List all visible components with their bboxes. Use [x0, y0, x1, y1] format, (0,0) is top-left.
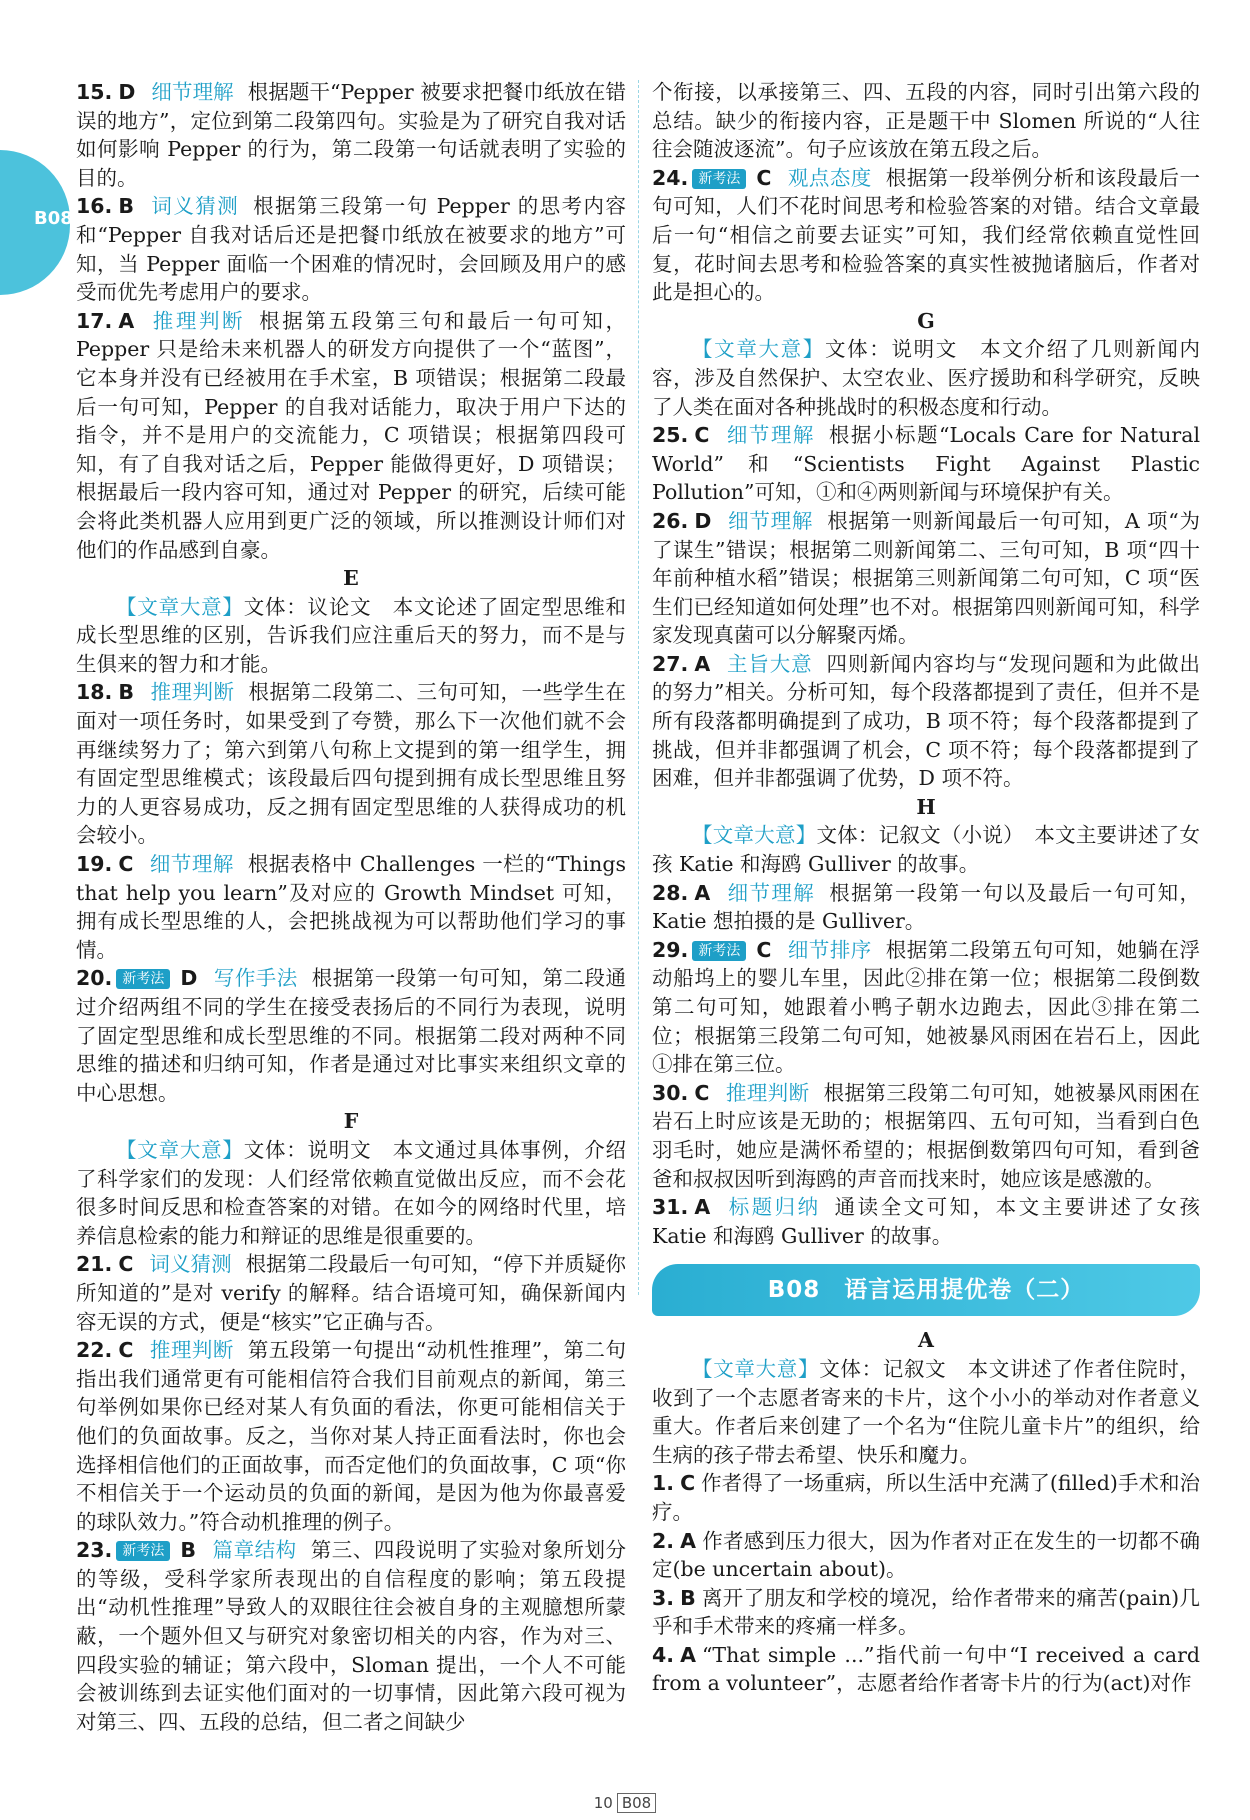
answer-item [652, 507, 1200, 650]
question-type: 词义猜测 [149, 194, 240, 219]
question-type: 细节理解 [725, 423, 815, 448]
answer-letter: C [118, 852, 134, 877]
explanation-text: 根据第一段第一句以及最后一句可知，Katie 想拍摄的是 Gulliver。 [652, 880, 1201, 934]
explanation-text: 离开了朋友和学校的境况，给作者带来的痛苦(pain)几乎和手术带来的疼痛一样多。 [652, 1585, 1200, 1639]
answer-letter: C [694, 423, 710, 448]
answer-item [652, 1079, 1200, 1193]
explanation-text: 根据第一段第一句可知，第二段通过介绍两组不同的学生在接受表扬后的不同行为表现，说明了固定型思维和成长型思维的不同。根据第二段对两种不同思维的描述和归纳可知，作者是通过对比事实来组织文章的中心思想。 [76, 966, 626, 1105]
explanation-text: 根据第二段第二、三句可知，一些学生在面对一项任务时，如果受到了夸赞，那么下一次他们就不会再继续努力了；第六到第八句称上文提到的第一组学生，拥有固定型思维模式；该段最后四句提到拥有成长型思维且努力的人更容易成功，反之拥有固定型思维的人获得成功的机会较小。 [76, 680, 627, 848]
answer-item [76, 78, 626, 192]
summary-tag: 【文章大意】 [116, 594, 244, 619]
article-summary [652, 335, 1200, 421]
answer-letter: A [694, 1195, 711, 1220]
answer-letter: D [118, 80, 136, 104]
question-type: 词义猜测 [149, 1252, 232, 1277]
question-number: 19. [76, 852, 113, 877]
explanation-text: 根据第五段第三句和最后一句可知，Pepper 只是给未来机器人的研发方向提供了一个“蓝图”，它本身并没有已经被用在手术室，B 项错误；根据第二段最后一句可知，Pepper 的自我对话能力，取决于用户下达的指令，并不是用户的交流能力，C 项错误；根据第四段可知，有了自我对话之后，Pepper 能做得更好，D 项错误；根据最后一段内容可知，通过对 Pepper 的研究，后续可能会将此类机器人应用到更广泛的领域，所以推测设计师们对他们的作品感到自豪。 [76, 308, 627, 562]
summary-text: 本文主要讲述了女孩 Katie 和海鸥 Gulliver 的故事。 [652, 823, 1201, 877]
question-type: 细节理解 [149, 852, 234, 877]
explanation-text: “That simple ...”指代前一句中“I received a card from a volunteer”，志愿者给作者寄卡片的行为(act)对作 [652, 1642, 1200, 1696]
answer-item [76, 192, 626, 306]
explanation-text: 根据第二段第五句可知，她躺在浮动船坞上的婴儿车里，因此②排在第一位；根据第二段倒数第二句可知，她跟着小鸭子朝水边跑去，因此③排在第二位；根据第三段第二句可知，她被暴风雨困在岩石上，因此①排在第三位。 [652, 937, 1201, 1077]
answer-letter: C [118, 1338, 134, 1363]
question-number: 29. [652, 937, 689, 962]
new-method-badge: 新考法 [116, 1541, 170, 1561]
question-number: 27. [652, 651, 689, 676]
question-number: 1. [652, 1471, 675, 1496]
question-number: 4. [652, 1642, 675, 1667]
answer-item [652, 1527, 1200, 1584]
answer-item [76, 850, 626, 964]
answer-letter: B [118, 194, 134, 219]
question-number: 17. [76, 308, 113, 333]
question-type: 标题归纳 [726, 1195, 821, 1220]
question-type: 推理判断 [149, 680, 235, 705]
answer-letter: A [694, 880, 711, 905]
explanation-text: 根据小标题“Locals Care for Natural World”和“Scientists Fight Against Plastic Pollution”可知，①和④两则新闻与环境保护有关。 [652, 423, 1200, 505]
summary-tag: 【文章大意】 [692, 1356, 820, 1381]
column-divider [638, 80, 639, 1295]
side-tab-label: B08 [34, 208, 73, 229]
answer-item [76, 1536, 626, 1736]
question-number: 26. [652, 508, 689, 533]
answer-letter: B [180, 1538, 196, 1563]
right-column [652, 78, 1200, 1698]
summary-text: 本文讲述了作者住院时，收到了一个志愿者寄来的卡片，这个小小的举动对作者意义重大。作者后来创建了一个名为“住院儿童卡片”的组织，给生病的孩子带去希望、快乐和魔力。 [652, 1356, 1201, 1467]
summary-text: 本文介绍了几则新闻内容，涉及自然保护、太空农业、医疗援助和科学研究，反映了人类在面对各种挑战时的积极态度和行动。 [652, 337, 1201, 419]
question-number: 25. [652, 423, 689, 448]
explanation-text: 通读全文可知，本文主要讲述了女孩 Katie 和海鸥 Gulliver 的故事。 [652, 1195, 1201, 1248]
summary-tag: 【文章大意】 [692, 823, 817, 848]
explanation-text: 根据第三段第一句 Pepper 的思考内容和“Pepper 自我对话后还是把餐巾纸放在被要求的地方”可知，当 Pepper 面临一个困难的情况时，会回顾及用户的感受而优先考虑用户的要求。 [76, 194, 626, 305]
answer-letter: B [680, 1585, 696, 1610]
article-summary [652, 1355, 1200, 1469]
page-number: 10 [593, 1794, 613, 1812]
question-type: 篇章结构 [211, 1538, 297, 1563]
answer-letter: B [118, 680, 134, 705]
answer-item [652, 1584, 1200, 1641]
question-type: 推理判断 [149, 1338, 234, 1363]
explanation-text: 作者感到压力很大，因为作者对正在发生的一切都不确定(be uncertain about)。 [652, 1528, 1200, 1582]
answer-item [652, 1641, 1200, 1698]
question-number: 15. [76, 80, 113, 104]
article-summary [76, 1136, 626, 1250]
answer-letter: D [694, 508, 712, 533]
genre-label: 文体：说明文 [824, 337, 958, 362]
answer-item [76, 307, 626, 564]
paragraph: 个衔接，以承接第三、四、五段的内容，同时引出第六段的总结。缺少的衔接内容，正是题干中 Slomen 所说的“人往往会随波逐流”。句子应该放在第五段之后。 [652, 80, 1200, 162]
page-code: B08 [617, 1793, 656, 1813]
explanation-text: 第五段第一句提出“动机性推理”，第二句指出我们通常更有可能相信符合我们目前观点的新闻，第三句举例如果你已经对某人有负面的看法，你更可能相信关于他们的负面故事。反之，当你对某人持正面看法时，你也会选择相信他们的正面故事，而否定他们的负面故事，C 项“你不相信关于一个运动员的负面的新闻，是因为他为你最喜爱的球队效力。”符合动机推理的例子。 [76, 1338, 627, 1534]
genre-label: 文体：记叙文 [819, 1356, 947, 1381]
question-type: 推理判断 [725, 1080, 810, 1105]
answer-letter: C [756, 937, 772, 962]
genre-label: 文体：记叙文（小说） [816, 823, 1014, 848]
question-type: 写作手法 [213, 966, 298, 991]
summary-tag: 【文章大意】 [116, 1137, 244, 1162]
article-summary [652, 821, 1200, 878]
answer-letter: C [118, 1252, 134, 1277]
question-number: 28. [652, 880, 689, 905]
explanation-text: 根据第三段第二句可知，她被暴风雨困在岩石上时应该是无助的；根据第四、五句可知，当看到白色羽毛时，她应是满怀希望的；根据倒数第四句可知，看到爸爸和叔叔因听到海鸥的声音而找来时，她应该是感激的。 [652, 1080, 1200, 1191]
question-type: 细节排序 [787, 937, 872, 962]
answer-letter: C [694, 1080, 710, 1105]
question-number: 3. [652, 1585, 675, 1610]
answer-letter: C [680, 1471, 696, 1496]
explanation-text: 根据第一段举例分析和该段最后一句可知，人们不花时间思考和检验答案的对错。结合文章最后一句“相信之前要去证实”可知，我们经常依赖直觉性回复，花时间去思考和检验答案的真实性被抛诸脑后，作者对此是担心的。 [652, 165, 1201, 305]
question-type: 主旨大意 [726, 651, 813, 676]
page-footer [0, 1793, 1250, 1813]
answer-letter: A [680, 1528, 696, 1553]
summary-text: 本文论述了固定型思维和成长型思维的区别，告诉我们应注重后天的努力，而不是与生俱来的智力和才能。 [76, 594, 627, 676]
answer-item [652, 650, 1200, 793]
answer-item [652, 1193, 1200, 1250]
answer-letter: A [118, 308, 135, 333]
question-number: 23. [76, 1538, 113, 1563]
question-number: 16. [76, 194, 113, 219]
question-type: 细节理解 [726, 880, 816, 905]
answer-item [76, 964, 626, 1107]
article-summary [76, 593, 626, 679]
section-letter: G [917, 308, 935, 333]
explanation-text: 作者得了一场重病，所以生活中充满了(filled)手术和治疗。 [652, 1471, 1200, 1524]
answer-letter: C [756, 165, 772, 190]
question-type: 推理判断 [150, 308, 246, 333]
answer-letter: A [680, 1642, 696, 1667]
answer-item [76, 678, 626, 850]
answer-item [652, 421, 1200, 507]
question-type: 细节理解 [151, 80, 234, 104]
explanation-text: 根据题干“Pepper 被要求把餐巾纸放在错误的地方”，定位到第二段第四句。实验是为了研究自我对话如何影响 Pepper 的行为，第二段第一句话就表明了实验的目的。 [76, 80, 626, 190]
question-number: 31. [652, 1195, 689, 1220]
side-tab [0, 150, 73, 295]
summary-tag: 【文章大意】 [692, 337, 825, 362]
question-number: 24. [652, 165, 689, 190]
new-method-badge: 新考法 [692, 169, 746, 189]
section-banner: B08 语言运用提优卷（二） [652, 1264, 1200, 1316]
explanation-text: 四则新闻内容均与“发现问题和为此做出的努力”相关。分析可知，每个段落都提到了责任，但并不是所有段落都明确提到了成功，B 项不符；每个段落都提到了挑战，但并非都强调了机会，C 项不符；每个段落都提到了困难，但并非都强调了优势，D 项不符。 [652, 651, 1201, 791]
summary-text: 本文通过具体事例，介绍了科学家们的发现：人们经常依赖直觉做出反应，而不会花很多时间反思和检查答案的对错。在如今的网络时代里，培养信息检索的能力和辩证的思维是很重要的。 [76, 1137, 627, 1248]
answer-item [652, 936, 1200, 1079]
new-method-badge: 新考法 [116, 969, 170, 989]
question-number: 30. [652, 1080, 689, 1105]
explanation-text: 根据第二段最后一句可知，“停下并质疑你所知道的”是对 verify 的解释。结合语境可知，确保新闻内容无误的方式，便是“核实”它正确与否。 [76, 1252, 626, 1334]
section-letter: E [343, 566, 359, 591]
answer-item [76, 1336, 626, 1536]
section-letter: A [918, 1328, 934, 1353]
question-number: 21. [76, 1252, 113, 1277]
genre-label: 文体：说明文 [243, 1137, 372, 1162]
explanation-text: 根据表格中 Challenges 一栏的“Things that help you learn”及对应的 Growth Mindset 可知，拥有成长型思维的人，会把挑战视为可以帮助他们学习的事情。 [76, 852, 626, 962]
answer-letter: A [694, 651, 711, 676]
explanation-text: 根据第一则新闻最后一句可知，A 项“为了谋生”错误；根据第二则新闻第二、三句可知，B 项“四十年前种植水稻”错误；根据第三则新闻第二句可知，C 项“医生们已经知道如何处理”也不对。根据第四则新闻可知，科学家发现真菌可以分解聚丙烯。 [652, 508, 1200, 648]
question-number: 20. [76, 966, 113, 991]
answer-item [652, 1469, 1200, 1526]
section-letter: H [916, 794, 936, 819]
genre-label: 文体：议论文 [243, 594, 372, 619]
question-number: 2. [652, 1528, 675, 1553]
answer-letter: D [180, 966, 198, 991]
answer-item [76, 1250, 626, 1336]
question-type: 观点态度 [787, 165, 872, 190]
section-letter: F [343, 1109, 359, 1134]
answer-item [652, 164, 1200, 307]
question-number: 22. [76, 1338, 113, 1363]
question-number: 18. [76, 680, 113, 705]
new-method-badge: 新考法 [692, 941, 746, 961]
answer-item [652, 879, 1200, 936]
left-column [76, 78, 626, 1736]
question-type: 细节理解 [727, 508, 814, 533]
explanation-text: 第三、四段说明了实验对象所划分的等级，受科学家所表现出的自信程度的影响；第五段提出“动机性推理”导致人的双眼往往会被自身的主观臆想所蒙蔽，一个题外但又与研究对象密切相关的内容，作为对三、四段实验的辅证；第六段中，Sloman 提出，一个人不可能会被训练到去证实他们面对的一切事情，因此第六段可视为对第三、四、五段的总结，但二者之间缺少 [76, 1538, 627, 1734]
